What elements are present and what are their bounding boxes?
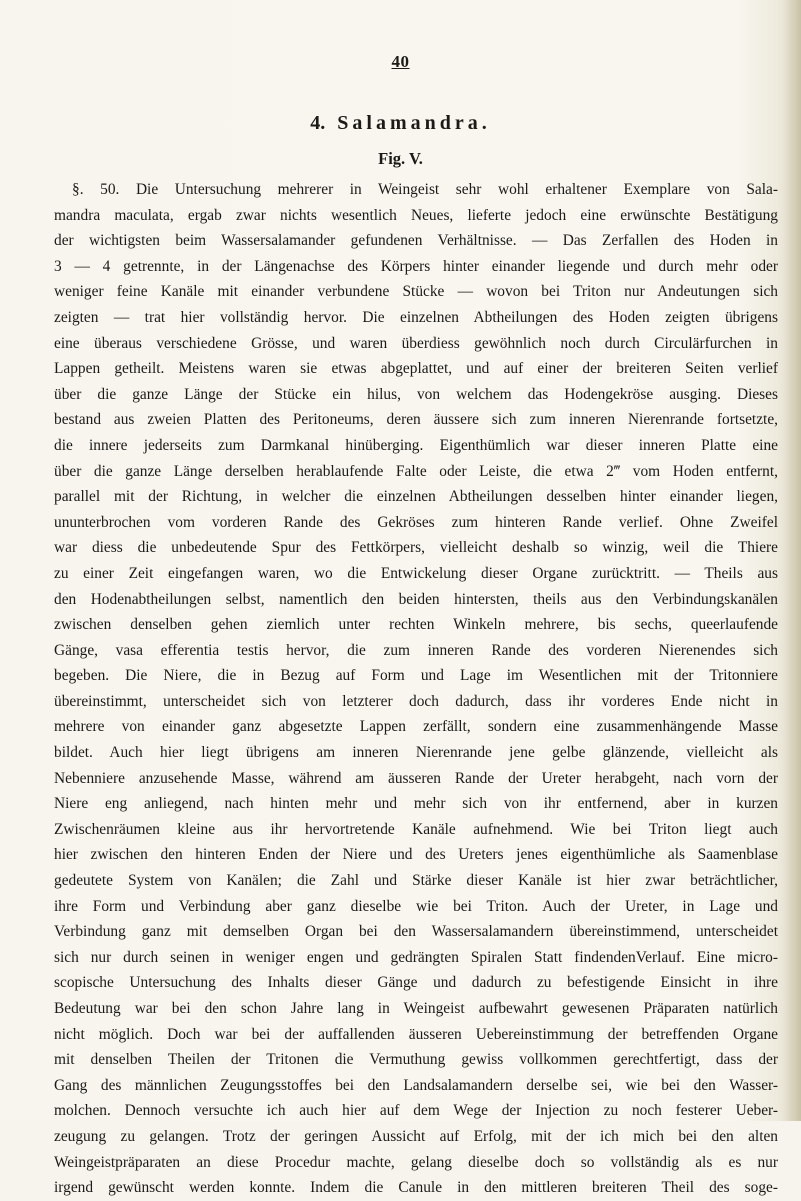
text-line: zwischen denselben gehen ziemlich unter rechten Winkeln mehrere, bis sechs, queerlaufende — [54, 616, 778, 634]
text-line: Nebenniere anzusehende Masse, während am äusseren Rande der Ureter herabgeht, nach vorn der — [54, 769, 778, 787]
section-heading — [0, 112, 801, 135]
text-line: Zwischenräumen kleine aus ihr hervortretende Kanäle aufnehmend. Wie bei Triton liegt auch — [54, 820, 778, 838]
text-line: gedeutete System von Kanälen; die Zahl und Stärke dieser Kanäle ist hier zwar beträchtlicher, — [54, 872, 778, 890]
page-number: 40 — [391, 52, 410, 71]
text-line: zu einer Zeit eingefangen waren, wo die Entwickelung dieser Organe zurücktritt. — Theils aus — [54, 564, 778, 582]
text-line: über die ganze Länge der Stücke ein hilus, von welchem das Hodengekröse ausging. Dieses — [54, 385, 778, 403]
text-line: Verbindung ganz mit demselben Organ bei den Wassersalamandern übereinstimmend, unterscheidet — [54, 923, 778, 941]
text-line: Weingeistpräparaten an diese Procedur machte, gelang dieselbe doch so vollständig als es nur — [54, 1153, 778, 1171]
text-line: zeugung zu gelangen. Trotz der geringen Aussicht auf Erfolg, mit der ich mich bei den alten — [54, 1127, 778, 1145]
text-line: molchen. Dennoch versuchte ich auch hier auf dem Wege der Injection zu noch festerer Ueber- — [54, 1102, 778, 1120]
text-line: mit denselben Theilen der Tritonen die Vermuthung gewiss vollkommen gerechtfertigt, dass der — [54, 1051, 778, 1069]
text-line: weniger feine Kanäle mit einander verbundene Stücke — wovon bei Triton nur Andeutungen sich — [54, 283, 778, 301]
figure-reference: Fig. V. — [378, 149, 423, 168]
text-line: hier zwischen den hinteren Enden der Niere und des Ureters jenes eigenthümliche als Saamenblase — [54, 846, 778, 864]
text-line: irgend gewünscht werden konnte. Indem die Canule in den mittleren breiteren Theil des soge- — [54, 1179, 778, 1197]
text-line: ihre Form und Verbindung aber ganz dieselbe wie bei Triton. Auch der Ureter, in Lage und — [54, 897, 778, 915]
text-line: bildet. Auch hier liegt übrigens am inneren Nierenrande jene gelbe glänzende, vielleicht als — [54, 744, 778, 762]
text-line: begeben. Die Niere, die in Bezug auf Form und Lage im Wesentlichen mit der Tritonniere — [54, 667, 778, 685]
text-line: zeigten — trat hier vollständig hervor. Die einzelnen Abtheilungen des Hoden zeigten übrigens — [54, 308, 778, 326]
text-line: mehrere von einander ganz abgesetzte Lappen zerfällt, sondern eine zusammenhängende Masse — [54, 718, 778, 736]
text-line: mandra maculata, ergab zwar nichts wesentlich Neues, lieferte jedoch eine erwünschte Bestätigung — [54, 206, 778, 224]
text-line: eine überaus verschiedene Grösse, und waren überdiess gewöhnlich noch durch Circulärfurchen in — [54, 334, 778, 352]
text-line: die innere jederseits zum Darmkanal hinüberging. Eigenthümlich war dieser inneren Platte eine — [54, 436, 778, 454]
text-line: sich nur durch seinen in weniger engen und gedrängten Spiralen Statt findendenVerlauf. Eine micro- — [54, 948, 778, 966]
text-line: Gang des männlichen Zeugungsstoffes bei den Landsalamandern derselbe sei, wie bei den Wasser- — [54, 1076, 778, 1094]
section-title: Salamandra. — [337, 112, 491, 134]
section-number: 4. — [310, 112, 326, 134]
text-line: 3 — 4 getrennte, in der Längenachse des Körpers hinter einander liegende und durch mehr oder — [54, 257, 778, 275]
text-line: ununterbrochen vom vorderen Rande des Gekröses zum hinteren Rande verlief. Ohne Zweifel — [54, 513, 778, 531]
text-line: nicht möglich. Doch war bei der auffallenden äusseren Uebereinstimmung der betreffenden Organe — [54, 1025, 778, 1043]
body-text — [54, 177, 778, 1201]
text-line: §. 50. Die Untersuchung mehrerer in Weingeist sehr wohl erhaltener Exemplare von Sala- — [72, 181, 778, 198]
text-line: übereinstimmt, unterscheidet sich von letzterer doch dadurch, dass ihr vorderes Ende nicht in — [54, 692, 778, 710]
text-line: Niere eng anliegend, nach hinten mehr und mehr sich von ihr entfernend, aber in kurzen — [54, 795, 778, 813]
text-line: Gänge, vasa efferentia testis hervor, die zum inneren Rande des vorderen Nierenendes sich — [54, 641, 778, 659]
text-line: Bedeutung war bei den schon Jahre lang in Weingeist aufbewahrt gewesenen Präparaten natürlich — [54, 1000, 778, 1017]
text-line: parallel mit der Richtung, in welcher die einzelnen Abtheilungen desselben hinter einander liegen, — [54, 488, 778, 506]
text-line: scopische Untersuchung des Inhalts dieser Gänge und dadurch zu befestigende Einsicht in ihre — [54, 974, 778, 992]
text-line: den Hodenabtheilungen selbst, namentlich den beiden hintersten, theils aus den Verbindungskanälen — [54, 590, 778, 608]
text-line: war diess die unbedeutende Spur des Fettkörpers, vielleicht deshalb so winzig, weil die Thiere — [54, 539, 778, 557]
text-line: Lappen getheilt. Meistens waren sie etwas abgeplattet, und auf einer der breiteren Seiten verlief — [54, 360, 778, 378]
text-line: bestand aus zweien Platten des Peritoneums, deren äussere sich zum inneren Nierenrande fortsetzte, — [54, 411, 778, 429]
text-line: über die ganze Länge derselben herablaufende Falte oder Leiste, die etwa 2‴ vom Hoden entfernt, — [54, 462, 778, 480]
text-line: der wichtigsten beim Wassersalamander gefundenen Verhältnisse. — Das Zerfallen des Hoden in — [54, 232, 778, 250]
